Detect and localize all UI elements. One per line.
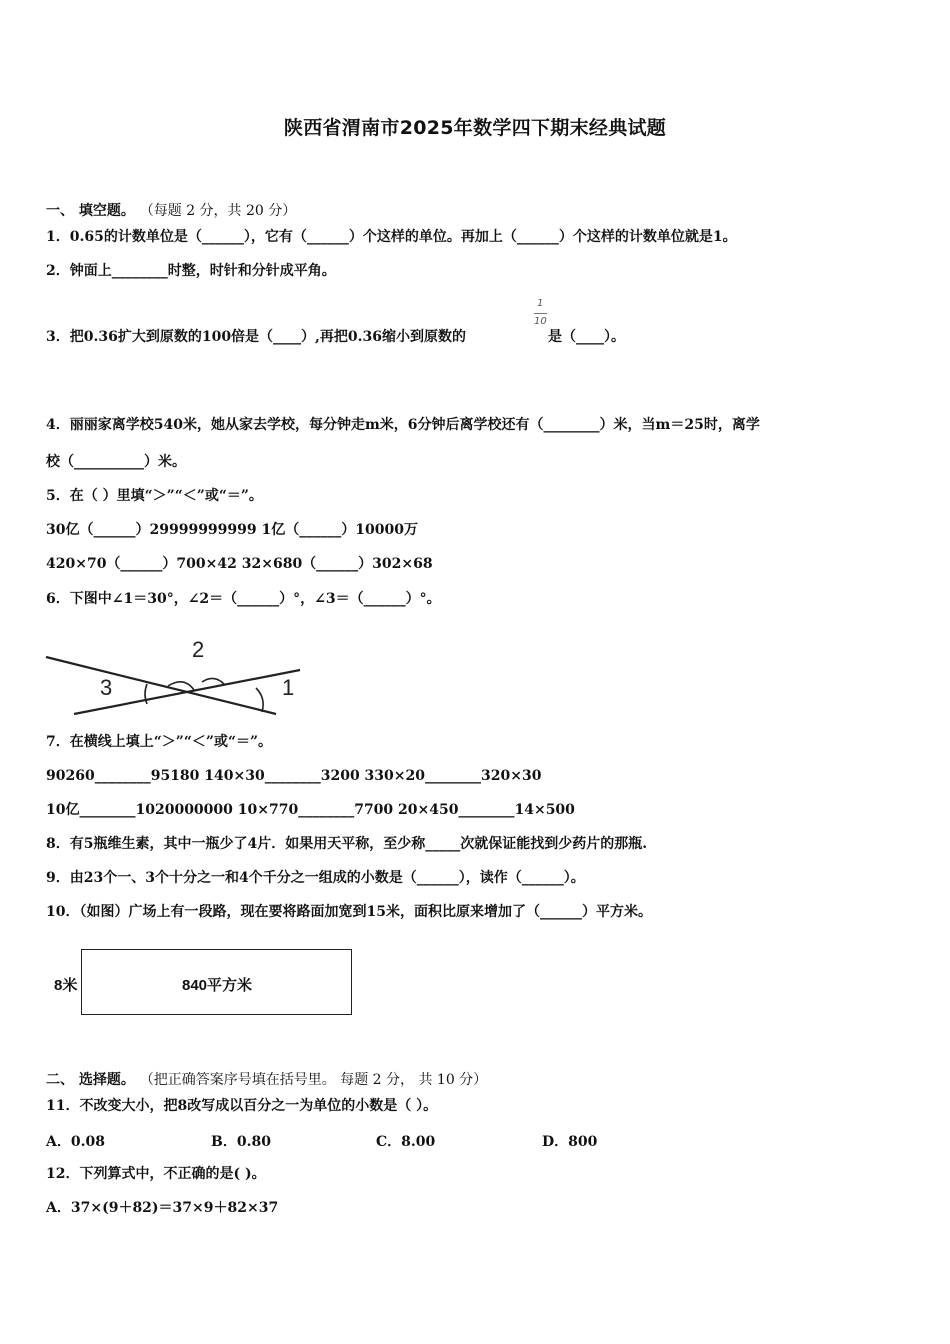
- angle-3-arc: [145, 684, 147, 704]
- angle-label-1: 1: [282, 675, 295, 700]
- question-5-row-1: 30亿（______）29999999999 1亿（______）10000万: [46, 522, 418, 538]
- q11-option-b: B．0.80: [211, 1134, 271, 1150]
- section-2-heading: [46, 1071, 487, 1089]
- section-1-title: 一、 填空题。: [46, 203, 135, 219]
- question-6: 6．下图中∠1＝30°，∠2＝（______）°，∠3＝（______）°。: [46, 591, 441, 607]
- question-7-row-2: 10亿________1020000000 10×770________7700 20×450________14×500: [46, 802, 575, 818]
- question-1: 1．0.65的计数单位是（______），它有（______）个这样的单位。再加上（______）个这样的计数单位就是1。: [46, 229, 737, 245]
- question-7: 7．在横线上填上“＞”“＜”或“＝”。: [46, 734, 273, 750]
- angle-2-arc-right: [202, 678, 224, 684]
- question-3: 3．把0.36扩大到原数的100倍是（____）,再把0.36缩小到原数的: [46, 329, 467, 345]
- question-12: 12．下列算式中，不正确的是( )。: [46, 1166, 266, 1182]
- question-4-line-1: 4．丽丽家离学校540米，她从家去学校，每分钟走m米，6分钟后离学校还有（________）米，当m＝25时，离学: [46, 417, 760, 433]
- road-area-label: 840平方米: [181, 977, 253, 994]
- q11-option-c: C．8.00: [376, 1134, 436, 1150]
- fraction-bar: [534, 313, 547, 314]
- line-a: [46, 657, 276, 714]
- road-rectangle-figure: [48, 944, 358, 1020]
- page-title: 陕西省渭南市2025年数学四下期末经典试题: [283, 117, 667, 139]
- angle-label-2: 2: [192, 637, 205, 662]
- section-1-heading: [46, 202, 296, 220]
- question-11: 11．不改变大小，把8改写成以百分之一为单位的小数是（ ）。: [46, 1098, 438, 1114]
- question-5: 5．在（ ）里填“＞”“＜”或“＝”。: [46, 488, 263, 504]
- q11-option-a: A．0.08: [46, 1134, 105, 1150]
- angle-label-3: 3: [100, 675, 113, 700]
- question-8: 8．有5瓶维生素，其中一瓶少了4片．如果用天平称，至少称_____次就保证能找到少药片的那瓶.: [46, 836, 648, 852]
- fraction-numerator: 1: [537, 298, 544, 309]
- question-7-row-1: 90260________95180 140×30________3200 330×20________320×30: [46, 768, 542, 784]
- question-10: 10．（如图）广场上有一段路，现在要将路面加宽到15米，面积比原来增加了（______）平方米。: [46, 904, 652, 920]
- question-9: 9．由23个一、3个十分之一和4个千分之一组成的小数是（______），读作（______）。: [46, 870, 585, 886]
- q11-option-d: D．800: [542, 1134, 598, 1150]
- section-2-note: （把正确答案序号填在括号里。 每题 2 分， 共 10 分）: [139, 1072, 488, 1088]
- q12-option-a: A．37×(9＋82)＝37×9＋82×37: [46, 1200, 279, 1216]
- fraction-denominator: 10: [534, 316, 547, 327]
- section-2-title: 二、 选择题。: [46, 1072, 135, 1088]
- section-1-note: （每题 2 分，共 20 分）: [139, 203, 297, 219]
- intersecting-lines-figure: [44, 632, 304, 716]
- question-3-tail: 是（____）。: [548, 329, 625, 345]
- question-4-line-2: 校（__________）米。: [46, 454, 186, 470]
- question-2: 2．钟面上________时整，时针和分针成平角。: [46, 263, 336, 279]
- question-5-row-2: 420×70（______）700×42 32×680（______）302×68: [46, 556, 433, 572]
- road-width-label: 8米: [54, 977, 78, 994]
